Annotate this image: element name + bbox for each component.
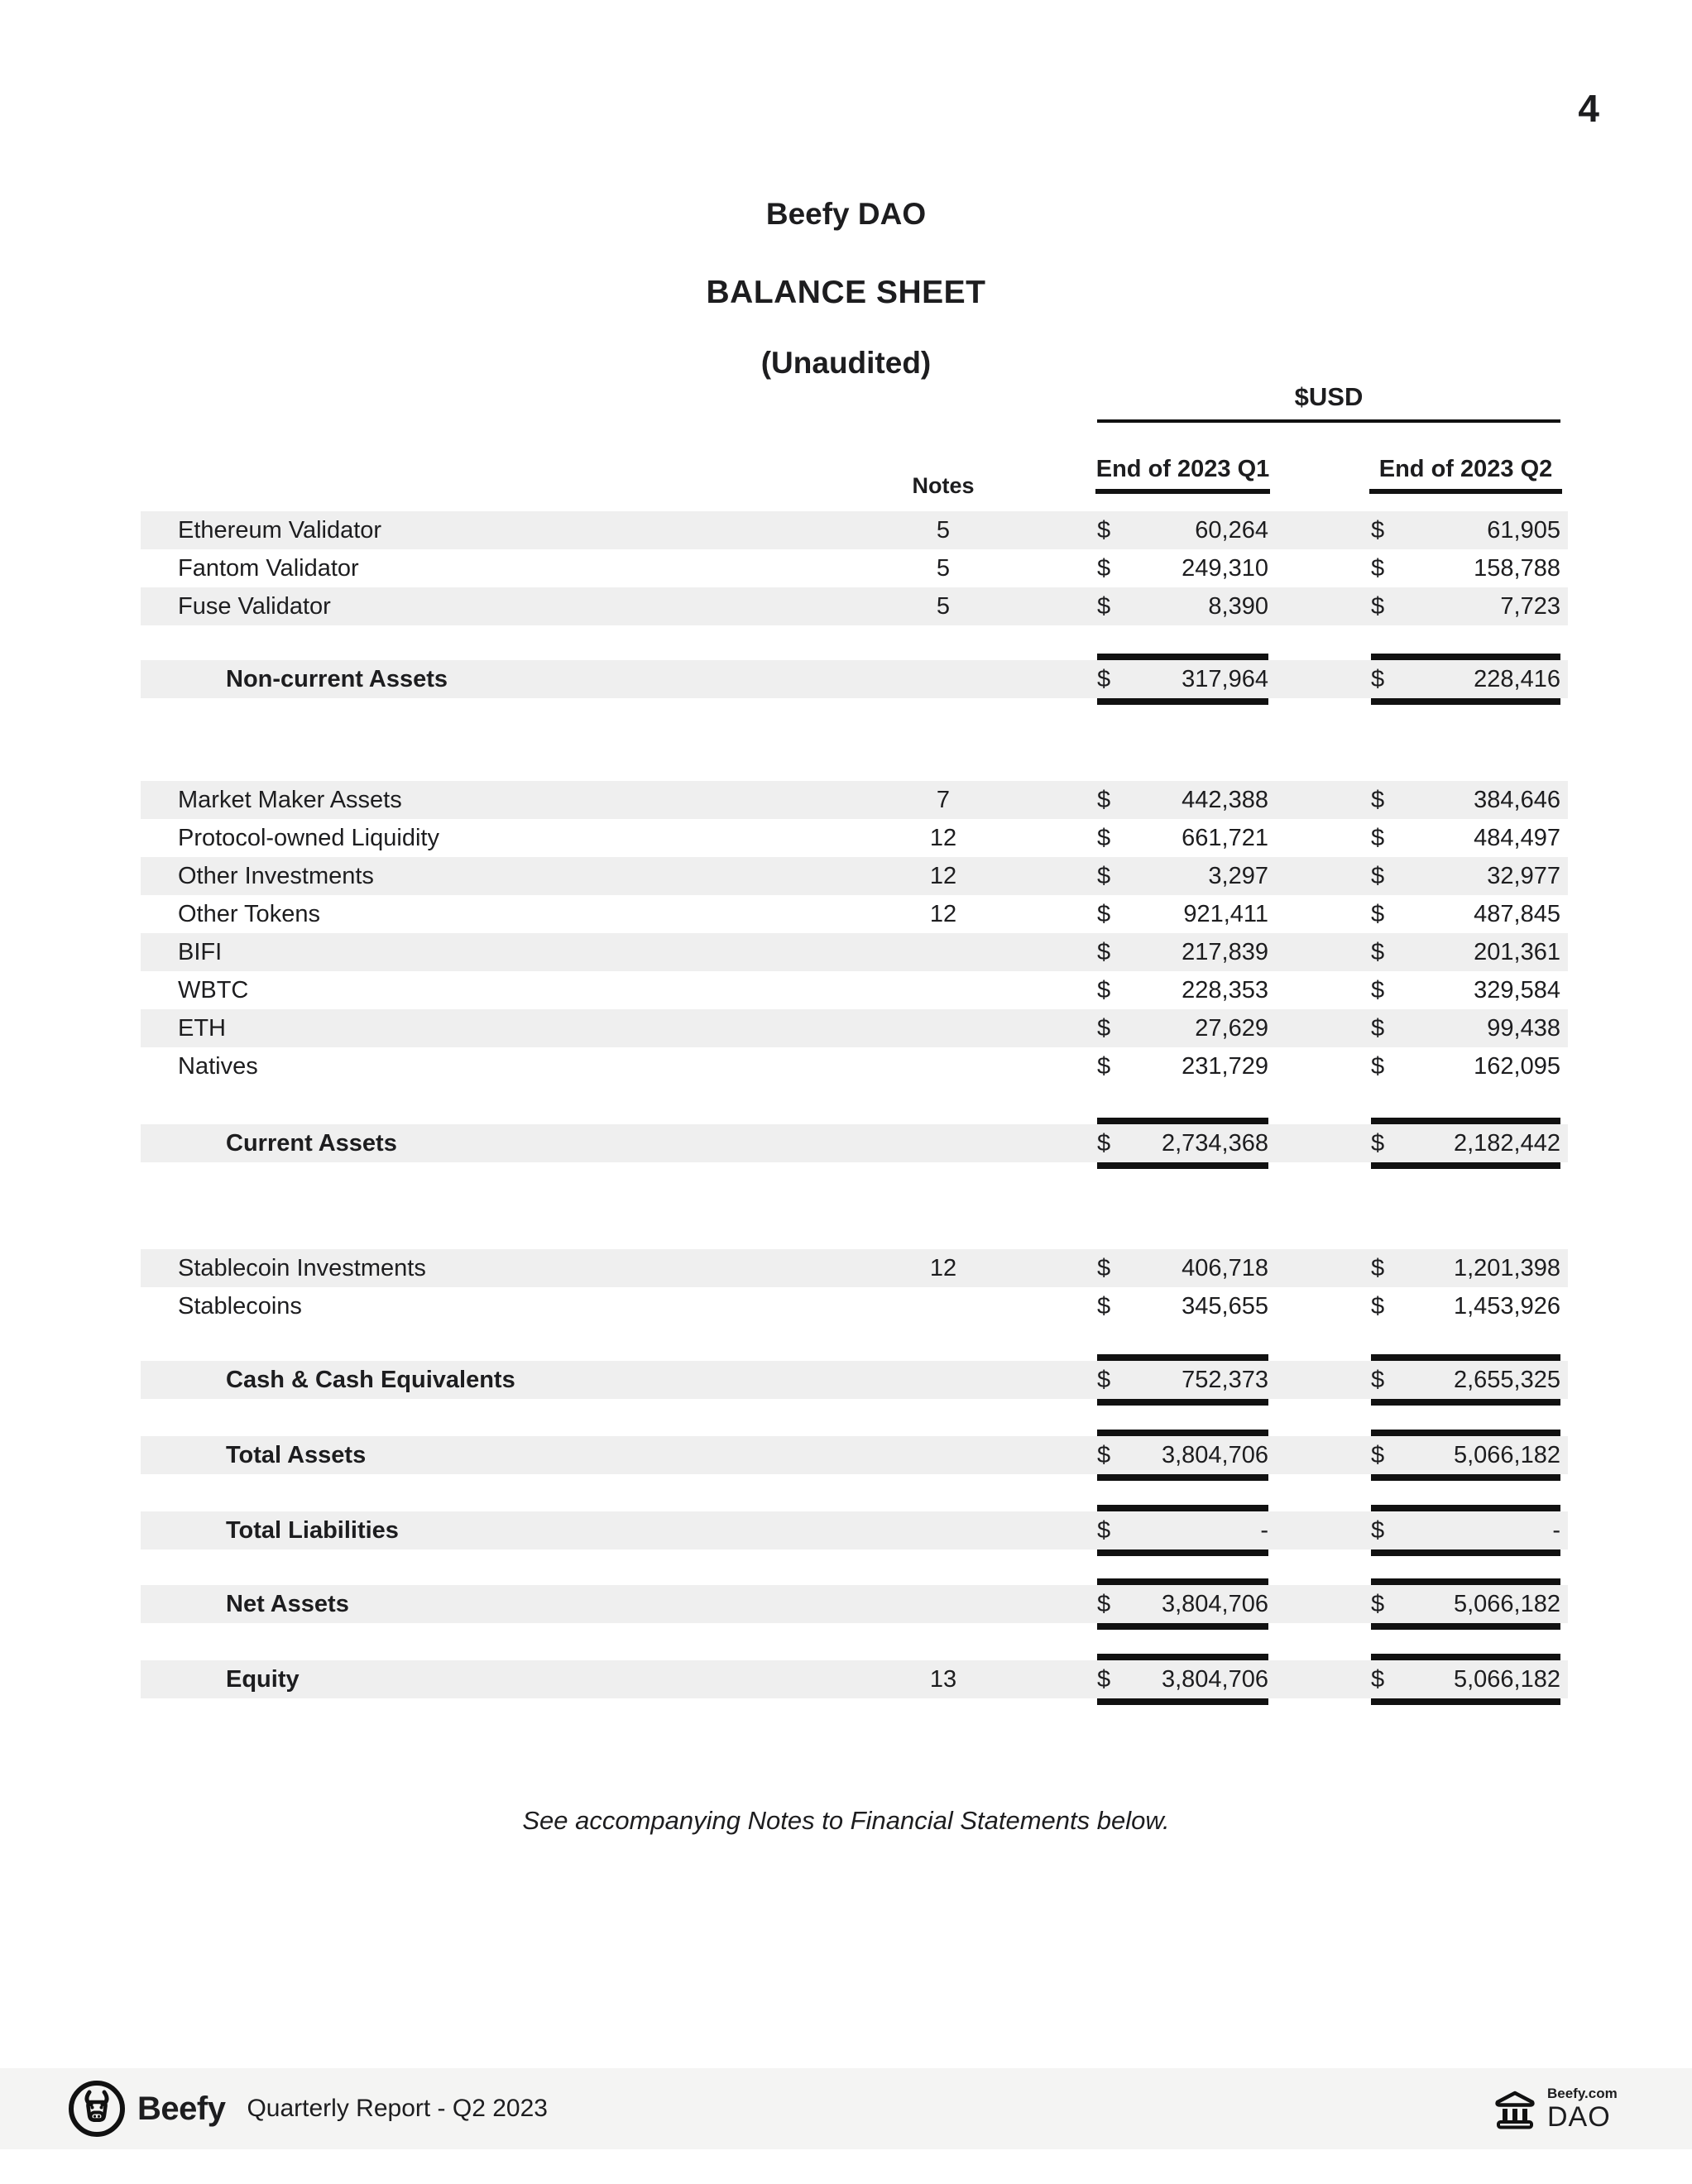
currency-symbol: $ [1371,1254,1385,1281]
row-q1-amount: $ 317,964 [1097,654,1268,705]
footer-site-label: Beefy.com [1547,2086,1618,2101]
row-label: Fantom Validator [178,555,359,582]
currency-symbol: $ [1371,1665,1385,1693]
row-q1-amount: $ 406,718 [1097,1254,1268,1281]
subtotal-row [141,1660,1568,1698]
row-label: Cash & Cash Equivalents [226,1367,515,1393]
currency-symbol: $ [1097,516,1111,544]
footer-dao-label: DAO [1547,2101,1611,2133]
subtotal-row [141,1511,1568,1549]
currency-symbol: $ [1371,665,1385,692]
row-label: Current Assets [226,1130,397,1157]
table-row [141,857,1568,895]
row-q2-amount: $ 5,066,182 [1371,1430,1560,1481]
row-q2-amount: $ 1,201,398 [1371,1254,1560,1281]
currency-symbol: $ [1097,1516,1111,1544]
footer-brand-name: Beefy [137,2090,226,2127]
table-row [141,971,1568,1009]
row-q2-amount: $ 5,066,182 [1371,1654,1560,1705]
table-row [141,1009,1568,1047]
currency-symbol: $ [1097,900,1111,927]
row-label: Stablecoin Investments [178,1255,426,1281]
row-label: Natives [178,1053,258,1080]
footer-brand-group [68,2068,548,2149]
row-q1-amount: $ 3,297 [1097,862,1268,889]
currency-symbol: $ [1371,824,1385,851]
row-label: Market Maker Assets [178,787,402,813]
accompanying-notes-footnote: See accompanying Notes to Financial Statements below. [522,1806,1170,1835]
currency-symbol: $ [1097,1665,1111,1693]
currency-symbol: $ [1371,1014,1385,1042]
currency-symbol: $ [1097,862,1111,889]
row-q1-amount: $ 921,411 [1097,900,1268,927]
currency-symbol: $ [1371,1516,1385,1544]
row-label: WBTC [178,977,249,1003]
row-q2-amount: $ 61,905 [1371,516,1560,544]
row-label: Other Investments [178,863,374,889]
currency-symbol: $ [1371,1292,1385,1320]
currency-symbol: $ [1371,862,1385,889]
table-row [141,933,1568,971]
subtotal-row [141,660,1568,698]
row-label: Other Tokens [178,901,320,927]
currency-symbol: $ [1371,1441,1385,1468]
row-note: 12 [929,1255,957,1281]
row-q2-amount: $ 201,361 [1371,938,1560,965]
row-q2-amount: $ 1,453,926 [1371,1292,1560,1320]
currency-symbol: $ [1097,592,1111,620]
row-label: Protocol-owned Liquidity [178,825,439,851]
table-row [141,1249,1568,1287]
row-q2-amount: $ 99,438 [1371,1014,1560,1042]
row-q1-amount: $ 27,629 [1097,1014,1268,1042]
currency-symbol: $ [1371,976,1385,1003]
currency-symbol: $ [1097,1254,1111,1281]
row-label: Fuse Validator [178,593,331,620]
row-label: Total Assets [226,1442,367,1468]
notes-column-header: Notes [912,473,975,498]
footer-dao-group [1493,2068,1618,2149]
row-q2-amount: $ 158,788 [1371,554,1560,582]
table-row [141,895,1568,933]
currency-symbol: $ [1371,938,1385,965]
currency-symbol: $ [1097,1441,1111,1468]
row-q2-amount: $ 7,723 [1371,592,1560,620]
table-row [141,511,1568,549]
beefy-cow-logo-icon [68,2080,126,2138]
currency-symbol: $ [1097,1052,1111,1080]
row-q2-amount: $ 228,416 [1371,654,1560,705]
currency-symbol: $ [1371,1052,1385,1080]
page-footer [0,2068,1692,2149]
currency-symbol: $ [1097,1292,1111,1320]
row-label: Equity [226,1666,300,1693]
footer-report-title: Quarterly Report - Q2 2023 [247,2095,548,2122]
currency-symbol: $ [1097,938,1111,965]
currency-symbol: $ [1097,1014,1111,1042]
currency-symbol: $ [1371,900,1385,927]
currency-header: $USD [1097,382,1560,423]
currency-symbol: $ [1371,516,1385,544]
row-note: 12 [929,825,957,851]
row-q2-amount: $ 384,646 [1371,786,1560,813]
table-row [141,819,1568,857]
column-header-q2: End of 2023 Q2 [1369,456,1562,494]
document-title: BALANCE SHEET [706,275,986,310]
currency-symbol: $ [1097,665,1111,692]
subtotal-row [141,1436,1568,1474]
row-q2-amount: $ 329,584 [1371,976,1560,1003]
row-q1-amount: $ 8,390 [1097,592,1268,620]
currency-symbol: $ [1371,1590,1385,1617]
row-label: Ethereum Validator [178,517,382,544]
currency-symbol: $ [1371,1129,1385,1157]
table-row [141,587,1568,625]
row-q2-amount: $ 2,655,325 [1371,1354,1560,1406]
row-q2-amount: $ - [1371,1505,1560,1556]
row-label: Net Assets [226,1591,349,1617]
row-q1-amount: $ 60,264 [1097,516,1268,544]
row-q2-amount: $ 162,095 [1371,1052,1560,1080]
row-note: 5 [936,555,951,582]
currency-symbol: $ [1097,824,1111,851]
currency-symbol: $ [1371,786,1385,813]
row-q1-amount: $ 2,734,368 [1097,1118,1268,1169]
row-q1-amount: $ 3,804,706 [1097,1654,1268,1705]
org-title: Beefy DAO [765,197,927,231]
row-q1-amount: $ 3,804,706 [1097,1430,1268,1481]
row-q1-amount: $ 661,721 [1097,824,1268,851]
row-q2-amount: $ 2,182,442 [1371,1118,1560,1169]
row-q1-amount: $ 228,353 [1097,976,1268,1003]
row-q1-amount: $ 442,388 [1097,786,1268,813]
table-row [141,549,1568,587]
currency-symbol: $ [1097,554,1111,582]
row-q1-amount: $ 752,373 [1097,1354,1268,1406]
currency-symbol: $ [1097,976,1111,1003]
currency-symbol: $ [1097,1590,1111,1617]
row-label: ETH [178,1015,226,1042]
subtotal-row [141,1124,1568,1162]
row-q2-amount: $ 487,845 [1371,900,1560,927]
row-q1-amount: $ 345,655 [1097,1292,1268,1320]
row-note: 12 [929,863,957,889]
column-header-q1: End of 2023 Q1 [1095,456,1270,494]
row-q2-amount: $ 32,977 [1371,862,1560,889]
row-note: 13 [929,1666,957,1693]
row-label: Stablecoins [178,1293,302,1320]
row-q1-amount: $ 249,310 [1097,554,1268,582]
row-note: 5 [936,593,951,620]
table-row [141,1047,1568,1085]
row-note: 7 [936,787,951,813]
row-q2-amount: $ 484,497 [1371,824,1560,851]
dao-bank-icon [1493,2086,1537,2131]
currency-symbol: $ [1097,786,1111,813]
document-subtitle: (Unaudited) [760,346,932,380]
page-number: 4 [1578,87,1599,130]
row-q1-amount: $ 3,804,706 [1097,1578,1268,1630]
currency-symbol: $ [1097,1366,1111,1393]
row-q2-amount: $ 5,066,182 [1371,1578,1560,1630]
subtotal-row [141,1361,1568,1399]
row-q1-amount: $ 217,839 [1097,938,1268,965]
currency-symbol: $ [1371,592,1385,620]
row-q1-amount: $ 231,729 [1097,1052,1268,1080]
row-q1-amount: $ - [1097,1505,1268,1556]
row-note: 5 [936,517,951,544]
currency-symbol: $ [1371,554,1385,582]
row-label: Total Liabilities [226,1517,399,1544]
row-note: 12 [929,901,957,927]
currency-symbol: $ [1097,1129,1111,1157]
currency-symbol: $ [1371,1366,1385,1393]
table-row [141,781,1568,819]
row-label: Non-current Assets [226,666,448,692]
subtotal-row [141,1585,1568,1623]
row-label: BIFI [178,939,223,965]
table-row [141,1287,1568,1325]
balance-sheet-table [141,0,1568,2184]
